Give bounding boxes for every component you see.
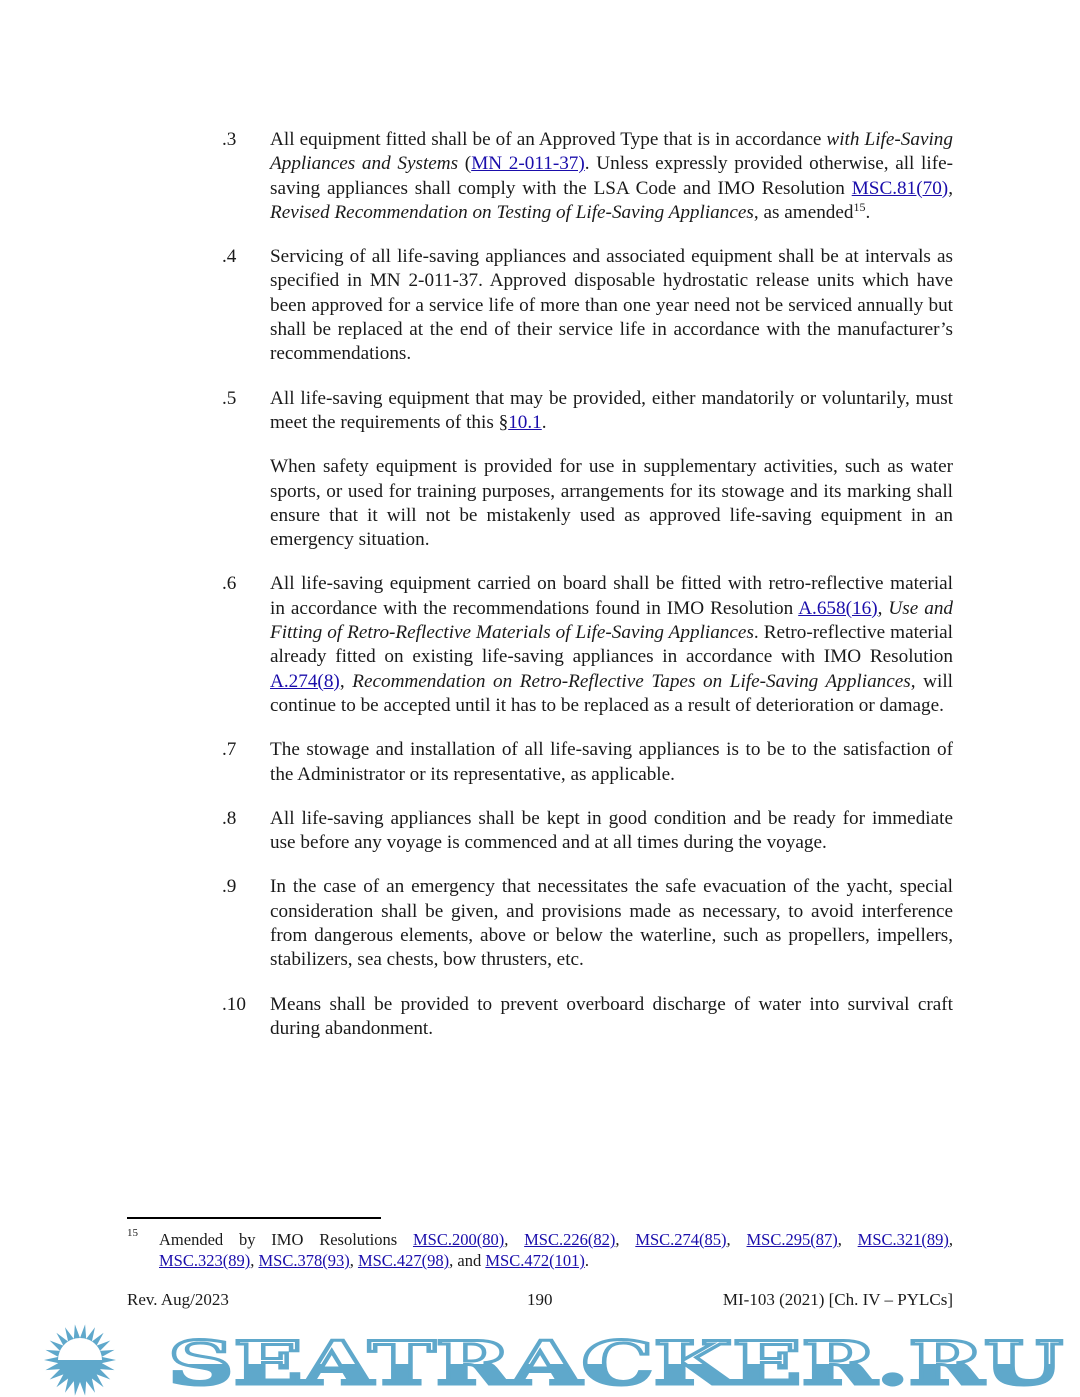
reference-link[interactable]: A.658(16)	[798, 597, 878, 619]
paragraph-number: .3	[222, 129, 237, 150]
text-run: All life-saving equipment that may be provided, either mandatorily or voluntarily, must meet the requirements of this §	[270, 387, 953, 433]
paragraph-number: .5	[222, 387, 237, 409]
reference-link[interactable]: MSC.323(89)	[159, 1251, 251, 1270]
paragraph-number: .6	[222, 573, 237, 595]
paragraph-number: .10	[222, 993, 246, 1015]
text-run: ,	[615, 1230, 636, 1249]
text-run: ,	[948, 1230, 953, 1249]
text-run: Amended by IMO Resolutions	[159, 1230, 413, 1249]
reference-link[interactable]: 10.1	[508, 411, 542, 433]
text-run: ,	[504, 1230, 525, 1249]
reference-link[interactable]: MSC.295(87)	[746, 1230, 838, 1249]
footnote-reference[interactable]: 15	[853, 199, 866, 214]
document-body	[222, 128, 953, 1061]
text-run: ,	[877, 597, 889, 619]
text-run: ,	[339, 670, 353, 692]
text-run: All life-saving appliances shall be kept in good condition and be ready for immediate use before any voyage is commenced and at all times during the voyage.	[270, 807, 953, 854]
paragraph-text	[270, 993, 953, 1042]
text-run: , will continue to be accepted until it has to be replaced as a result of deterioration or damage.	[270, 670, 954, 716]
reference-link[interactable]: MSC.378(93)	[258, 1251, 350, 1270]
italic-title: Use and Fitting of Retro-Reflective Materials of Life-Saving Appliances	[270, 597, 954, 644]
text-run: ,	[726, 1230, 747, 1249]
reference-link[interactable]: MSC.321(89)	[857, 1230, 949, 1249]
text-run: . Unless expressly provided otherwise, all life-saving appliances shall comply with the LSA Code and IMO Resolution	[270, 153, 954, 199]
numbered-paragraph	[222, 993, 953, 1042]
reference-link[interactable]: A.274(8)	[270, 670, 340, 692]
watermark-text: SEATRACKER.RU	[168, 1329, 1063, 1397]
numbered-paragraph	[222, 245, 953, 366]
numbered-paragraph	[222, 807, 953, 856]
paragraph-text	[270, 128, 953, 225]
text-run: , and	[449, 1251, 486, 1270]
paragraph-text	[270, 245, 953, 366]
text-run: All life-saving equipment carried on board shall be fitted with retro-reflective material in accordance with the recommendations found in IMO Resolution	[270, 573, 953, 619]
paragraph-number: .8	[222, 807, 237, 829]
text-run: Servicing of all life-saving appliances and associated equipment shall be at intervals as specified in MN 2-011-37. Approved disposable hydrostatic release units which have been approved for a service life of more than one year need not be serviced annually but shall be replaced at the end of their service life in accordance with the manufacturer’s recommendations.	[270, 246, 953, 365]
italic-title: Recommendation on Retro-Reflective Tapes on Life-Saving Appliances	[352, 670, 911, 692]
text-run: , as amended	[753, 201, 854, 223]
paragraph-number: .4	[222, 246, 237, 268]
paragraph-number: .9	[222, 876, 237, 898]
paragraph-text	[270, 807, 953, 856]
italic-title: Revised Recommendation on Testing of Life-Saving Appliances	[270, 201, 754, 223]
reference-link[interactable]: MSC.472(101)	[485, 1251, 585, 1270]
footer-page-number: 190	[527, 1290, 553, 1309]
footer-document-id: MI-103 (2021) [Ch. IV – PYLCs]	[722, 1290, 953, 1309]
text-run: . Retro-reflective material already fitted on existing life-saving appliances in accordance with IMO Resolution	[270, 622, 953, 668]
text-run: ,	[837, 1230, 858, 1249]
reference-link[interactable]: MSC.427(98)	[357, 1251, 450, 1270]
numbered-paragraph	[222, 738, 953, 787]
numbered-paragraph	[222, 387, 953, 553]
text-run: .	[541, 411, 547, 433]
paragraph-text	[270, 875, 953, 972]
numbered-paragraph	[222, 128, 953, 225]
text-run: .	[584, 1251, 589, 1270]
numbered-paragraph	[222, 875, 953, 972]
seatracker-watermark-logo	[0, 1322, 1080, 1397]
text-run: In the case of an emergency that necessitates the safe evacuation of the yacht, special consideration shall be given, and provisions made as necessary, to avoid interference from dangerous elements, above or below the waterline, such as propellers, impellers, stabilizers, sea chests, bow thrusters, etc.	[270, 876, 953, 971]
paragraph-text	[270, 738, 953, 787]
paragraph-text	[270, 387, 953, 436]
reference-link[interactable]: MSC.200(80)	[412, 1230, 505, 1249]
text-run: ,	[349, 1251, 358, 1270]
paragraph-text	[270, 455, 953, 552]
text-run: ,	[948, 177, 953, 199]
text-run: Means shall be provided to prevent overboard discharge of water into survival craft during abandonment.	[270, 993, 953, 1039]
text-run: The stowage and installation of all life-saving appliances is to be to the satisfaction of the Administrator or its representative, as applicable.	[270, 739, 953, 785]
footnote-separator	[127, 1217, 381, 1219]
text-run: ,	[250, 1251, 259, 1270]
numbered-paragraph	[222, 572, 953, 718]
text-run: When safety equipment is provided for use in supplementary activities, such as water sports, or used for training purposes, arrangements for its stowage and its marking shall ensure that it will not be mistakenly used as approved life-saving equipment in an emergency situation.	[270, 456, 953, 551]
text-run: (	[458, 153, 472, 175]
footnote-text	[159, 1229, 953, 1271]
italic-title: with Life-Saving Appliances and Systems	[270, 129, 953, 175]
paragraph-number: .7	[222, 739, 237, 761]
page-footer	[127, 1290, 953, 1312]
reference-link[interactable]: MSC.226(82)	[524, 1230, 616, 1249]
paragraph-text	[270, 572, 953, 718]
reference-link[interactable]: MSC.81(70)	[851, 177, 949, 199]
sun-burst-icon	[44, 1324, 116, 1395]
reference-link[interactable]: MN 2-011-37)	[471, 153, 585, 175]
reference-link[interactable]: MSC.274(85)	[635, 1230, 727, 1249]
text-run: .	[865, 201, 871, 223]
footer-revision: Rev. Aug/2023	[127, 1290, 229, 1309]
footnote	[127, 1229, 953, 1271]
footnote-number: 15	[127, 1227, 138, 1239]
text-run: All equipment fitted shall be of an Approved Type that is in accordance	[270, 129, 827, 150]
